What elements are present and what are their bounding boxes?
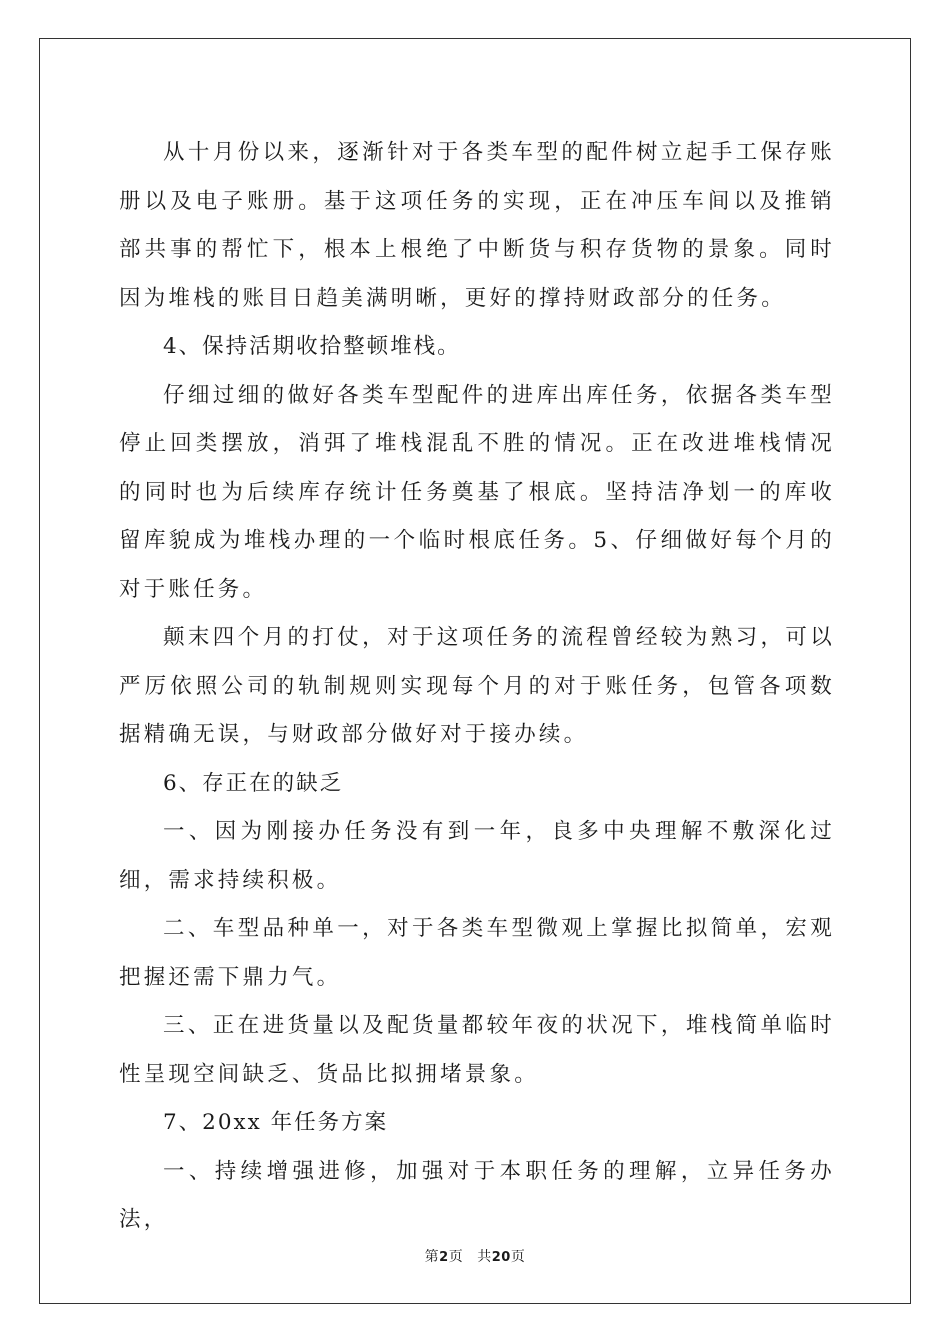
page-prefix: 第 xyxy=(424,1249,440,1265)
paragraph-5: 二、车型品种单一，对于各类车型微观上掌握比拟简单，宏观把握还需下鼎力气。 xyxy=(119,916,835,990)
paragraph-2: 仔细过细的做好各类车型配件的进库出库任务，依据各类车型停止回类摆放，消弭了堆栈混乱不胜的情况。正在改进堆栈情况的同时也为后续库存统计任务奠基了根底。坚持洁净划一的库收留库貌成为堆栈办理的一个临时根底任务。5、仔细做好每个月的对于账任务。 xyxy=(119,382,835,602)
total-pages: 20 xyxy=(491,1250,511,1265)
paragraph-4: 一、因为刚接办任务没有到一年，良多中央理解不敷深化过细，需求持续积极。 xyxy=(119,819,835,893)
paragraph-7: 一、持续增强进修，加强对于本职任务的理解，立异任务办法， xyxy=(119,1158,835,1232)
page-footer xyxy=(0,1246,950,1266)
section-heading-7: 7、20xx 年任务方案 xyxy=(163,1110,389,1135)
section-heading-4: 4、保持活期收拾整顿堆栈。 xyxy=(163,334,461,359)
paragraph-1: 从十月份以来，逐渐针对于各类车型的配件树立起手工保存账册以及电子账册。基于这项任务的实现，正在冲压车间以及推销部共事的帮忙下，根本上根绝了中断货与积存货物的景象。同时因为堆栈的账目日趋美满明晰，更好的撑持财政部分的任务。 xyxy=(119,140,835,311)
section-heading-6: 6、存正在的缺乏 xyxy=(163,770,344,796)
total-prefix: 共 xyxy=(477,1249,492,1265)
paragraph-6: 三、正在进货量以及配货量都较年夜的状况下，堆栈简单临时性呈现空间缺乏、货品比拟拥堵景象。 xyxy=(119,1013,835,1087)
page-suffix: 页 xyxy=(448,1249,464,1265)
paragraph-3: 颠末四个月的打仗，对于这项任务的流程曾经较为熟习，可以严厉依照公司的轨制规则实现每个月的对于账任务，包管各项数据精确无误，与财政部分做好对于接办续。 xyxy=(119,625,835,747)
document-body xyxy=(119,129,835,1245)
page-number: 2 xyxy=(439,1250,449,1265)
total-suffix: 页 xyxy=(510,1249,526,1265)
